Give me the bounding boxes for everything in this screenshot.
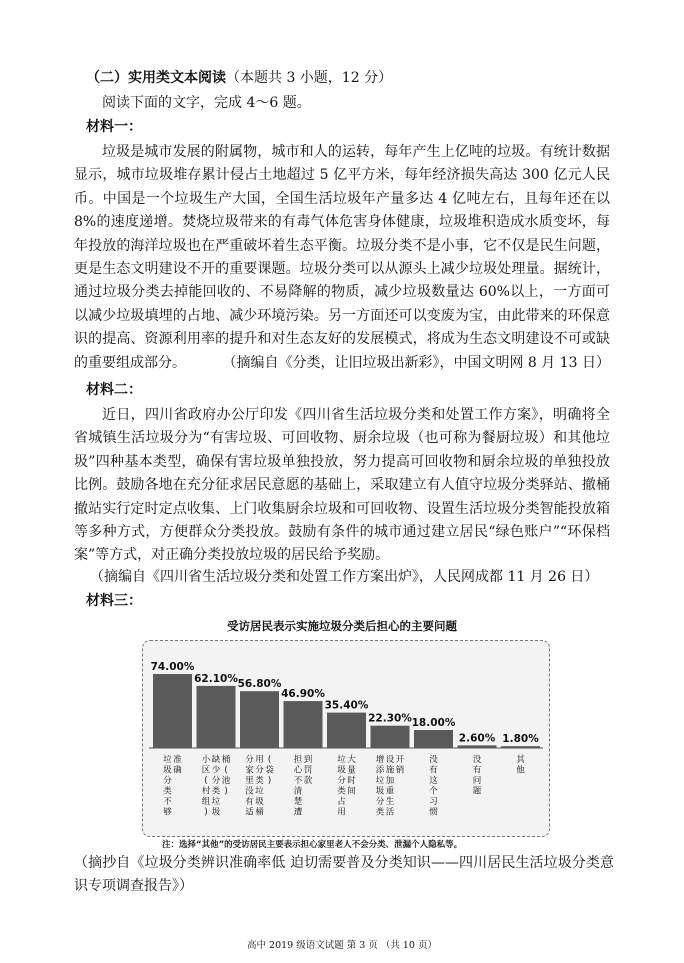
- bar-value-label-9: 1.80%: [502, 733, 539, 746]
- bar-1: [153, 674, 192, 748]
- material2-label: 材料二：: [86, 382, 142, 398]
- category-label-6: 增添垃圾分类设施加重生活开销: [375, 755, 405, 818]
- section-heading: （二）实用类文本阅读: [86, 70, 226, 86]
- bar-2: [197, 686, 236, 748]
- category-label-7: 没有这个习惯: [429, 755, 438, 818]
- bar-6: [371, 726, 410, 748]
- bar-7: [414, 730, 453, 748]
- section-meta: （本题共 3 小题，12 分）: [226, 70, 393, 86]
- page-footer: 高中 2019 级语文试题 第 3 页 （共 10 页）: [247, 940, 437, 951]
- material1-label: 材料一：: [86, 119, 142, 135]
- bar-value-label-7: 18.00%: [411, 717, 456, 729]
- chart-box: [142, 640, 550, 837]
- material1-body: [74, 141, 610, 375]
- material2-text: 近日，四川省政府办公厅印发《四川省生活垃圾分类和处置工作方案》，明确将全省城镇生活垃圾分为“有害垃圾、可回收物、厨余垃圾（也可称为餐厨垃圾）和其他垃圾”四种基本类型，确保有害垃圾单独投放，努力提高可回收物和厨余垃圾的单独投放比例。鼓励各地在充分征求居民意愿的基础上，采取建立有人值守垃圾分类驿站、撤桶撤站实行定时定点收集、上门收集厨余垃圾和可回收物、设置生活垃圾分类智能投放箱等多种方式，方便群众分类投放。鼓励有条件的城市通过建立居民“绿色账户”“环保档案”等方式，对正确分类投放垃圾的居民给予奖励。: [74, 407, 610, 564]
- bar-value-label-2: 62.10%: [194, 672, 238, 685]
- material1-text: 垃圾是城市发展的附属物，城市和人的运转，每年产生上亿吨的垃圾。有统计数据显示，城市垃圾堆存累计侵占土地超过 5 亿平方米，每年经济损失高达 300 亿元人民币。中国是一个垃圾生产大国，全国生活垃圾年产量多达 4 亿吨左右，且每年还在以 8%的速度递增。焚烧垃圾带来的有毒气体危害身体健康，垃圾堆积造成水质变坏，每年投放的海洋垃圾也在严重破坏着生态平衡。垃圾分类不是小事，它不仅是民生问题，更是生态文明建设不开的重要课题。垃圾分类可以从源头上减少垃圾处理量。据统计，通过垃圾分类去掉能回收的、不易降解的物质，减少垃圾数量达 60%以上，一方面可以减少垃圾填埋的占地、减少环境污染。另一方面还可以变废为宝，由此带来的环保意识的提高、资源利用率的提升和对生态友好的发展模式，将成为生态文明建设不可或缺的重要组成部分。: [74, 144, 610, 371]
- bar-chart: [143, 641, 549, 836]
- category-label-5: 垃圾分类占用大量时间: [337, 755, 356, 818]
- bar-3: [240, 691, 279, 748]
- category-label-2: 小区(村组)缺少分类垃圾桶(池): [201, 755, 231, 818]
- material3-label: 材料三：: [86, 593, 142, 609]
- bar-value-label-5: 35.40%: [324, 699, 369, 712]
- instruction: 阅读下面的文字，完成 4～6 题。: [102, 95, 311, 111]
- section-heading-line: [86, 68, 392, 88]
- category-label-3: 分家里没有适用分类垃圾桶(袋): [245, 755, 274, 818]
- bar-value-label-3: 56.80%: [237, 678, 282, 691]
- bar-value-label-1: 74.00%: [150, 661, 195, 673]
- bar-4: [284, 701, 323, 748]
- material3-source: （摘抄自《垃圾分类辨识准确率低 迫切需要普及分类知识——四川居民生活垃圾分类意识专项调查报告》）: [74, 855, 614, 895]
- bar-5: [327, 713, 366, 748]
- category-label-1: 垃圾分类不够准确: [163, 755, 182, 818]
- chart-title: 受访居民表示实施垃圾分类后担心的主要问题: [227, 619, 457, 633]
- bar-value-label-4: 46.90%: [281, 688, 325, 701]
- material2-source: （摘编自《四川省生活垃圾分类和处置工作方案出炉》，人民网成都 11 月 26 日）: [90, 569, 599, 585]
- category-label-8: 没有问题: [472, 755, 482, 797]
- material1-source: （摘编自《分类，让旧垃圾出新彩》，中国文明网 8 月 13 日）: [222, 354, 610, 371]
- bar-value-label-6: 22.30%: [368, 712, 412, 725]
- chart-note: 注：选择“其他”的受访居民主要表示担心家里老人不会分类、泄漏个人隐私等。: [162, 840, 463, 850]
- bar-value-label-8: 2.60%: [458, 732, 496, 745]
- category-label-4: 担心不清楚遭到罚款: [293, 755, 313, 818]
- category-label-9: 其他: [516, 755, 525, 776]
